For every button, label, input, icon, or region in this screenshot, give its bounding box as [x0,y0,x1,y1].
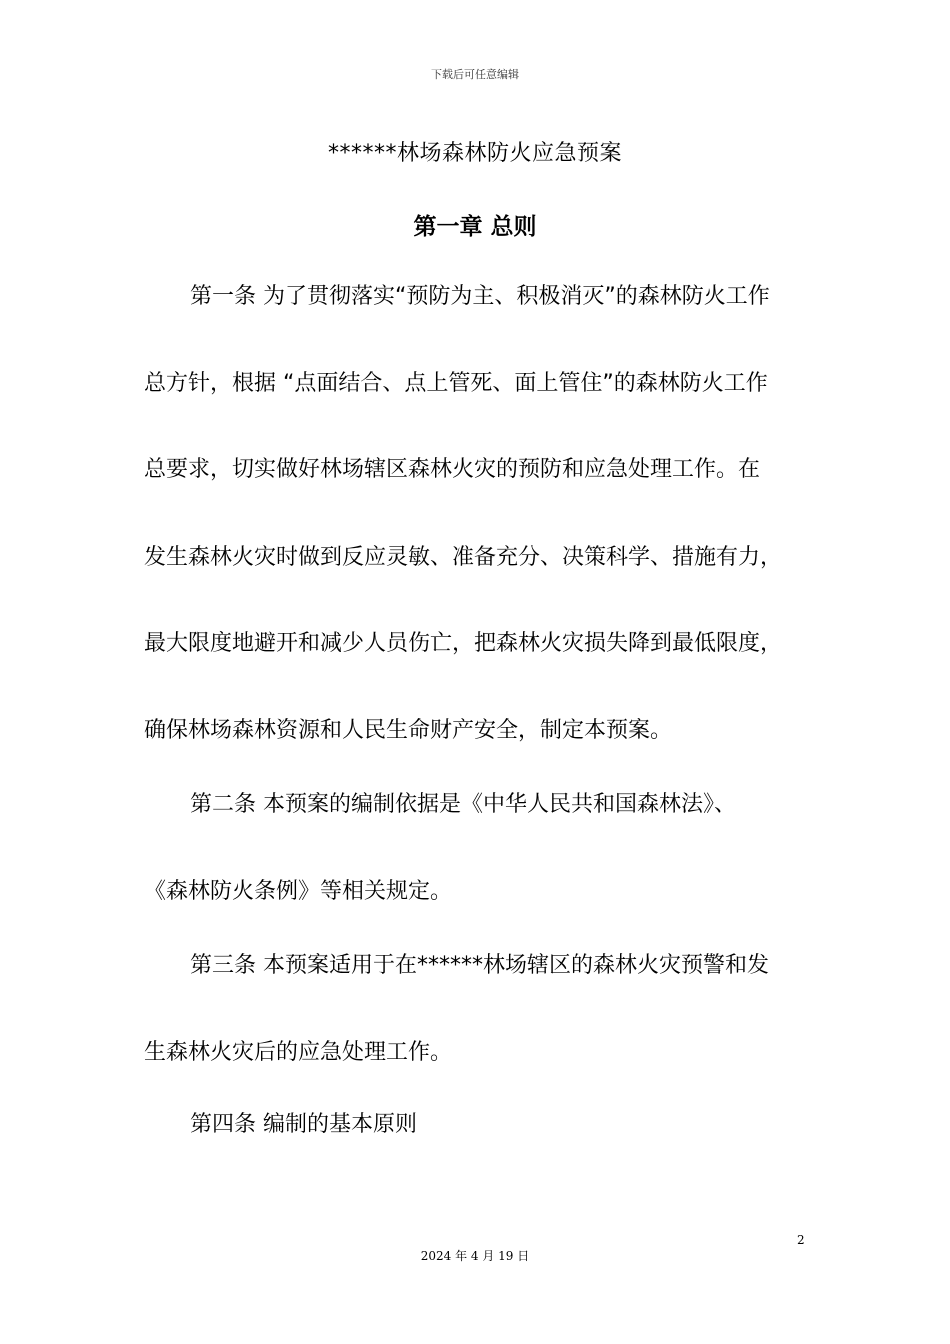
article-1-line-4: 发生森林火灾时做到反应灵敏、准备充分、决策科学、措施有力， [144,545,783,570]
article-1-line-2: 总方针，根据 “点面结合、点上管死、面上管住”的森林防火工作 [144,371,768,396]
article-2-line-2: 《森林防火条例》等相关规定。 [144,879,453,904]
chapter-title: 第一章 总则 [413,214,537,240]
document-title: ******林场森林防火应急预案 [327,141,622,166]
footer-date: 2024 年 4 月 19 日 [420,1249,530,1263]
article-1-line-1: 第一条 为了贯彻落实“预防为主、积极消灭”的森林防火工作 [190,284,770,309]
page-number: 2 [797,1233,805,1247]
article-1-line-6: 确保林场森林资源和人民生命财产安全，制定本预案。 [144,718,673,743]
header-note: 下载后可任意编辑 [431,68,519,81]
article-1-line-5: 最大限度地避开和减少人员伤亡，把森林火灾损失降到最低限度， [144,631,783,656]
article-3-line-1: 第三条 本预案适用于在******林场辖区的森林火灾预警和发 [190,953,769,978]
article-1-line-3: 总要求，切实做好林场辖区森林火灾的预防和应急处理工作。在 [144,457,761,482]
article-2-line-1: 第二条 本预案的编制依据是《中华人民共和国森林法》、 [190,792,736,817]
article-4-line-1: 第四条 编制的基本原则 [190,1112,417,1137]
article-3-line-2: 生森林火灾后的应急处理工作。 [144,1040,453,1065]
